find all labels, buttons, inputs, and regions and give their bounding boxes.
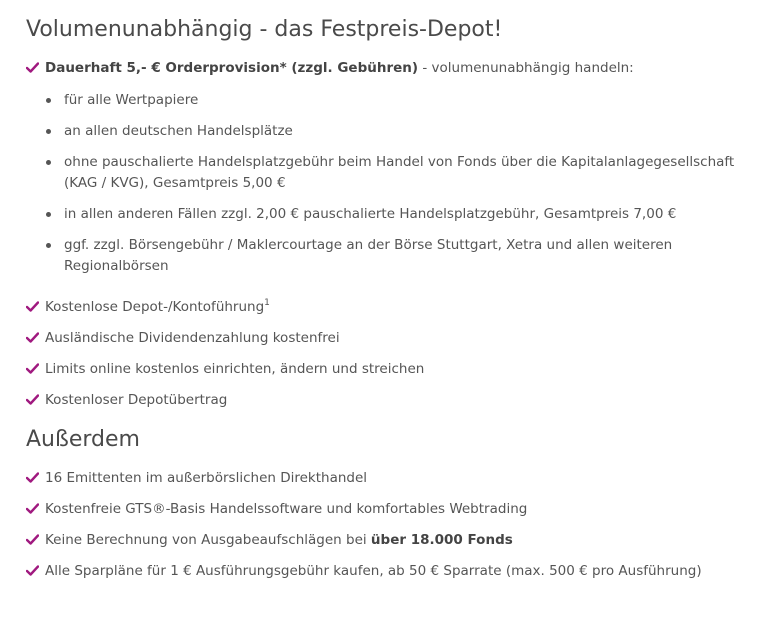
page-title: Volumenunabhängig - das Festpreis-Depot!	[26, 17, 503, 42]
bullet-dot-icon	[46, 243, 51, 248]
list-item: in allen anderen Fällen zzgl. 2,00 € pauschalierte Handelsplatzgebühr, Gesamtpreis 7,00 €	[44, 204, 770, 225]
check-icon	[26, 503, 39, 514]
check-icon	[26, 472, 39, 483]
footnote-marker: 1	[264, 297, 270, 308]
list-item: ohne pauschalierte Handelsplatzgebühr beim Handel von Fonds über die Kapitalanlagegesellschaft (KAG / KVG), Gesamtpreis 5,00 €	[44, 152, 770, 194]
check-icon	[26, 332, 39, 343]
bullet-dot-icon	[46, 98, 51, 103]
list-item: ggf. zzgl. Börsengebühr / Maklercourtage an der Börse Stuttgart, Xetra und allen weiteren Regionalbörsen	[44, 235, 770, 277]
feature-item: Keine Berechnung von Ausgabeaufschlägen bei über 18.000 Fonds	[26, 530, 770, 550]
feature-item: 16 Emittenten im außerbörslichen Direkthandel	[26, 468, 770, 488]
bullet-list	[26, 90, 770, 277]
list-item: für alle Wertpapiere	[44, 90, 770, 111]
bullet-dot-icon	[46, 160, 51, 165]
check-icon	[26, 394, 39, 405]
check-icon	[26, 301, 39, 312]
check-icon	[26, 62, 39, 73]
check-icon	[26, 534, 39, 545]
intro-suffix: - volumenunabhängig handeln:	[418, 60, 634, 76]
section-title: Außerdem	[26, 427, 140, 452]
check-icon	[26, 565, 39, 576]
check-icon	[26, 363, 39, 374]
feature-item: Limits online kostenlos einrichten, ändern und streichen	[26, 359, 770, 379]
feature-item: Ausländische Dividendenzahlung kostenfrei	[26, 328, 770, 348]
feature-item: Kostenfreie GTS®-Basis Handelssoftware und komfortables Webtrading	[26, 499, 770, 519]
order-fee-label: Dauerhaft 5,- € Orderprovision* (zzgl. Gebühren)	[45, 60, 419, 76]
list-item: an allen deutschen Handelsplätze	[44, 121, 770, 142]
feature-item: Alle Sparpläne für 1 € Ausführungsgebühr kaufen, ab 50 € Sparrate (max. 500 € pro Ausführung)	[26, 561, 770, 581]
feature-item: Kostenlose Depot-/Kontoführung$^1$	[26, 297, 770, 317]
bullet-dot-icon	[46, 129, 51, 134]
fund-count-label: über 18.000 Fonds	[370, 532, 513, 548]
feature-item: Kostenloser Depotübertrag	[26, 390, 770, 410]
bullet-dot-icon	[46, 212, 51, 217]
intro-line	[26, 58, 770, 78]
